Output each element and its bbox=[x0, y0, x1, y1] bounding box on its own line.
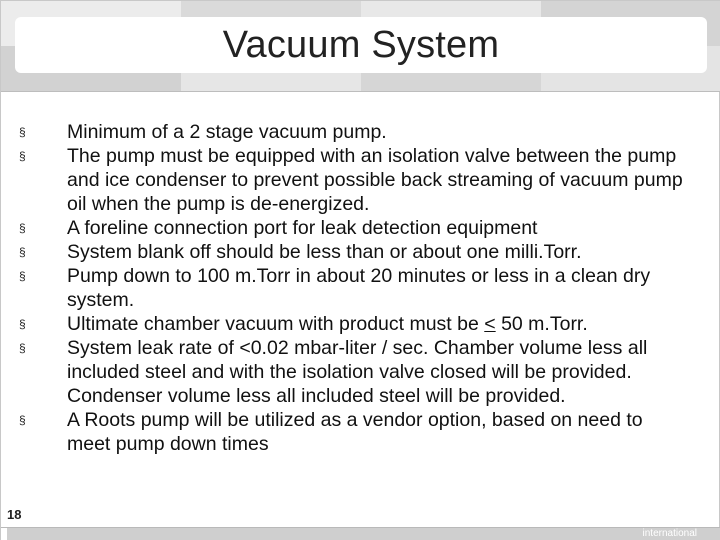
bullet-text: Pump down to 100 m.Torr in about 20 minutes or less in a clean dry system. bbox=[67, 265, 651, 311]
bullet-text: The pump must be equipped with an isolation valve between the pump and ice condenser to prevent possible back streaming of vacuum pump oil when the pump is de-energized. bbox=[67, 145, 683, 215]
bullet-text: Minimum of a 2 stage vacuum pump. bbox=[67, 121, 387, 143]
footer-brand: international bbox=[642, 528, 697, 539]
list-item bbox=[15, 312, 705, 336]
bullet-text bbox=[67, 312, 687, 336]
bullet-text: System blank off should be less than or about one milli.Torr. bbox=[67, 241, 582, 263]
bullet-text-part: Ultimate chamber vacuum with product must be bbox=[67, 313, 485, 335]
footer-bar bbox=[1, 527, 720, 540]
page-number: 18 bbox=[7, 507, 22, 522]
bullet-marker: § bbox=[19, 125, 26, 139]
underlined-symbol: < bbox=[484, 313, 496, 335]
bullet-marker: § bbox=[19, 269, 26, 283]
list-item bbox=[15, 144, 705, 216]
title-box bbox=[15, 17, 707, 73]
bullet-marker: § bbox=[19, 317, 26, 331]
bullet-marker: § bbox=[19, 341, 26, 355]
bullet-text: A foreline connection port for leak detection equipment bbox=[67, 217, 538, 239]
bullet-marker: § bbox=[19, 149, 26, 163]
list-item bbox=[15, 240, 705, 264]
bullet-text: A Roots pump will be utilized as a vendor option, based on need to meet pump down times bbox=[67, 409, 643, 455]
bullet-list bbox=[15, 120, 705, 456]
list-item bbox=[15, 408, 705, 456]
list-item bbox=[15, 216, 705, 240]
footer-strip bbox=[1, 528, 7, 540]
bullet-text: System leak rate of <0.02 mbar-liter / sec. Chamber volume less all included steel and with the isolation valve closed will be provided. Condenser volume less all included steel will be provided. bbox=[67, 337, 648, 407]
list-item bbox=[15, 336, 705, 408]
slide-title: Vacuum System bbox=[222, 23, 500, 66]
bullet-marker: § bbox=[19, 413, 26, 427]
bullet-marker: § bbox=[19, 221, 26, 235]
list-item bbox=[15, 264, 705, 312]
bullet-marker: § bbox=[19, 245, 26, 259]
list-item bbox=[15, 120, 705, 144]
title-divider bbox=[1, 91, 720, 92]
bullet-text-part: 50 m.Torr. bbox=[495, 313, 588, 335]
